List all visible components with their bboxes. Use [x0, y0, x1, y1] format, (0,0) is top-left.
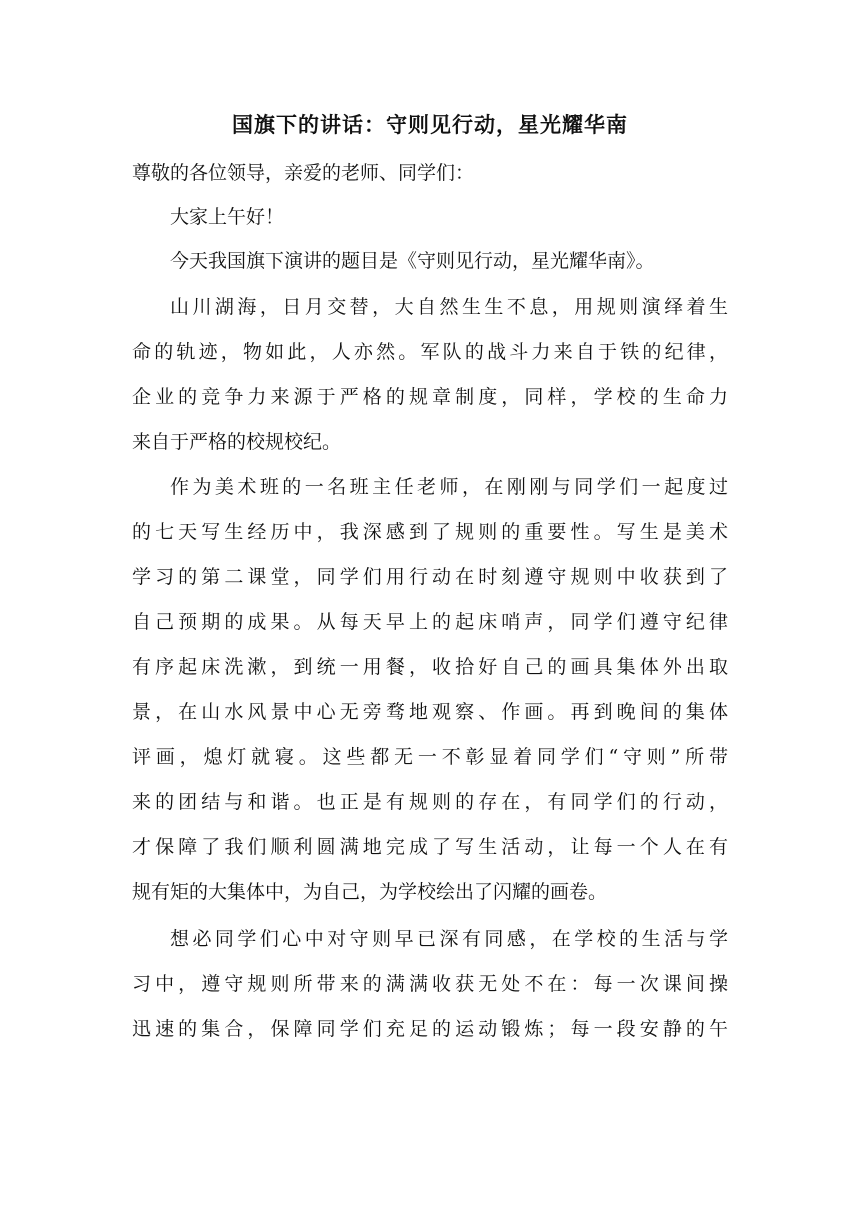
paragraph-line: 作为美术班的一名班主任老师，在刚刚与同学们一起度过: [170, 476, 728, 498]
paragraph-line: 企业的竞争力来源于严格的规章制度，同样，学校的生命力: [132, 386, 728, 408]
paragraph-line: 才保障了我们顺利圆满地完成了写生活动，让每一个人在有: [132, 836, 728, 858]
paragraph-line: 学习的第二课堂，同学们用行动在时刻遵守规则中收获到了: [132, 566, 728, 588]
salutation-line: 尊敬的各位领导，亲爱的老师、同学们：: [132, 162, 475, 184]
paragraph-line: 评画，熄灯就寝。这些都无一不彰显着同学们“守则”所带: [132, 746, 728, 768]
paragraph-line: 山川湖海，日月交替，大自然生生不息，用规则演绎着生: [170, 296, 728, 318]
paragraph-line: 习中，遵守规则所带来的满满收获无处不在：每一次课间操: [132, 973, 728, 995]
greeting-line: 大家上午好！: [170, 206, 285, 228]
paragraph-line: 的七天写生经历中，我深感到了规则的重要性。写生是美术: [132, 521, 728, 543]
paragraph-line: 来的团结与和谐。也正是有规则的存在，有同学们的行动，: [132, 791, 728, 813]
paragraph-line: 景，在山水风景中心无旁骛地观察、作画。再到晚间的集体: [132, 701, 728, 723]
paragraph-line: 有序起床洗漱，到统一用餐，收拾好自己的画具集体外出取: [132, 656, 728, 678]
paragraph-line: 来自于严格的校规校纪。: [132, 431, 342, 453]
document-title: 国旗下的讲话：守则见行动，星光耀华南: [232, 112, 628, 137]
paragraph-line: 命的轨迹，物如此，人亦然。军队的战斗力来自于铁的纪律，: [132, 341, 728, 363]
paragraph-line: 想必同学们心中对守则早已深有同感，在学校的生活与学: [170, 928, 728, 950]
paragraph-line: 规有矩的大集体中，为自己，为学校绘出了闪耀的画卷。: [132, 881, 608, 903]
topic-line: 今天我国旗下演讲的题目是《守则见行动，星光耀华南》。: [170, 250, 655, 272]
paragraph-line: 自己预期的成果。从每天早上的起床哨声，同学们遵守纪律: [132, 611, 728, 633]
paragraph-line: 迅速的集合，保障同学们充足的运动锻炼；每一段安静的午: [132, 1018, 728, 1040]
